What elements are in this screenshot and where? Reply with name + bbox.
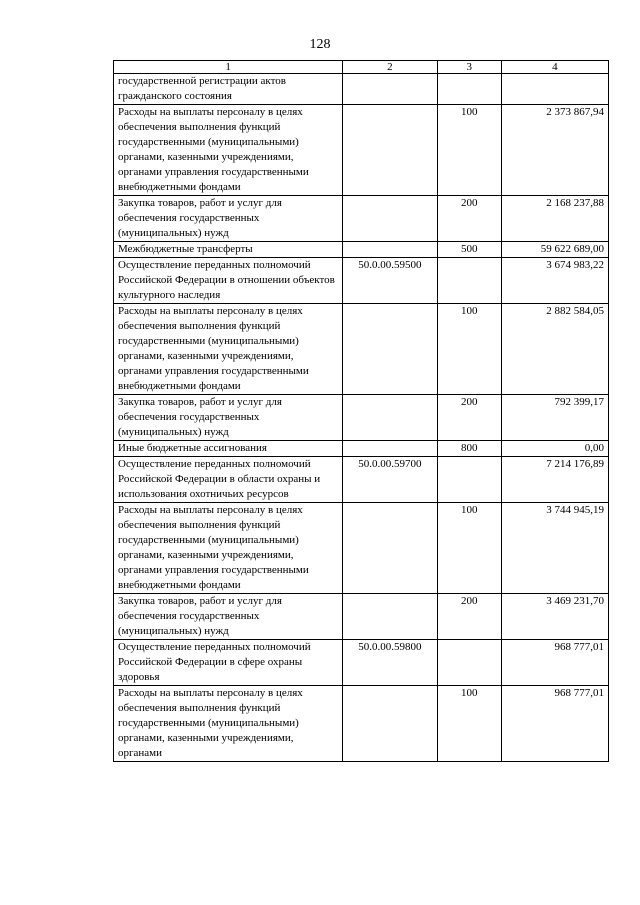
row-code-cell bbox=[343, 196, 437, 242]
row-code-cell: 50.0.00.59500 bbox=[343, 258, 437, 304]
row-amount-cell: 968 777,01 bbox=[501, 640, 608, 686]
row-expense-type-cell: 100 bbox=[437, 304, 501, 395]
row-expense-type-cell: 200 bbox=[437, 395, 501, 441]
row-expense-type-cell: 200 bbox=[437, 594, 501, 640]
column-header-4: 4 bbox=[501, 61, 608, 74]
row-name-cell: Расходы на выплаты персоналу в целях обеспечения выполнения функций государственными (муниципальными) органами, казенными учреждениями, органами управления государственными внебюджетными фондами bbox=[114, 304, 343, 395]
row-amount-cell: 3 674 983,22 bbox=[501, 258, 608, 304]
table-row bbox=[114, 503, 609, 594]
row-expense-type-cell: 100 bbox=[437, 503, 501, 594]
row-name-cell: Закупка товаров, работ и услуг для обеспечения государственных (муниципальных) нужд bbox=[114, 196, 343, 242]
table-row bbox=[114, 74, 609, 105]
row-name-cell: Расходы на выплаты персоналу в целях обеспечения выполнения функций государственными (муниципальными) органами, казенными учреждениями, органами управления государственными внебюджетными фондами bbox=[114, 105, 343, 196]
row-code-cell bbox=[343, 594, 437, 640]
row-expense-type-cell bbox=[437, 640, 501, 686]
table-row bbox=[114, 594, 609, 640]
row-amount-cell: 7 214 176,89 bbox=[501, 457, 608, 503]
table-row bbox=[114, 258, 609, 304]
row-name-cell: Осуществление переданных полномочий Российской Федерации в сфере охраны здоровья bbox=[114, 640, 343, 686]
table-row bbox=[114, 441, 609, 457]
row-amount-cell: 3 744 945,19 bbox=[501, 503, 608, 594]
row-expense-type-cell: 100 bbox=[437, 105, 501, 196]
row-amount-cell: 2 168 237,88 bbox=[501, 196, 608, 242]
table-row bbox=[114, 304, 609, 395]
row-name-cell: Расходы на выплаты персоналу в целях обеспечения выполнения функций государственными (муниципальными) органами, казенными учреждениями, органами bbox=[114, 686, 343, 762]
row-name-cell: Осуществление переданных полномочий Российской Федерации в отношении объектов культурного наследия bbox=[114, 258, 343, 304]
row-expense-type-cell: 500 bbox=[437, 242, 501, 258]
row-expense-type-cell bbox=[437, 74, 501, 105]
row-name-cell: Осуществление переданных полномочий Российской Федерации в области охраны и использования охотничьих ресурсов bbox=[114, 457, 343, 503]
row-amount-cell: 0,00 bbox=[501, 441, 608, 457]
row-amount-cell: 59 622 689,00 bbox=[501, 242, 608, 258]
budget-table bbox=[113, 60, 609, 762]
row-amount-cell: 2 882 584,05 bbox=[501, 304, 608, 395]
row-code-cell bbox=[343, 74, 437, 105]
row-code-cell bbox=[343, 686, 437, 762]
row-amount-cell: 2 373 867,94 bbox=[501, 105, 608, 196]
row-code-cell bbox=[343, 105, 437, 196]
row-code-cell: 50.0.00.59700 bbox=[343, 457, 437, 503]
row-expense-type-cell: 200 bbox=[437, 196, 501, 242]
table-body bbox=[114, 74, 609, 762]
table-header-row bbox=[114, 61, 609, 74]
row-amount-cell: 792 399,17 bbox=[501, 395, 608, 441]
row-amount-cell bbox=[501, 74, 608, 105]
table-row bbox=[114, 395, 609, 441]
row-name-cell: государственной регистрации актов гражданского состояния bbox=[114, 74, 343, 105]
row-name-cell: Межбюджетные трансферты bbox=[114, 242, 343, 258]
row-name-cell: Иные бюджетные ассигнования bbox=[114, 441, 343, 457]
row-code-cell bbox=[343, 503, 437, 594]
row-amount-cell: 3 469 231,70 bbox=[501, 594, 608, 640]
table-row bbox=[114, 105, 609, 196]
row-code-cell bbox=[343, 242, 437, 258]
row-code-cell bbox=[343, 395, 437, 441]
row-name-cell: Расходы на выплаты персоналу в целях обеспечения выполнения функций государственными (муниципальными) органами, казенными учреждениями, органами управления государственными внебюджетными фондами bbox=[114, 503, 343, 594]
table-row bbox=[114, 242, 609, 258]
table-row bbox=[114, 640, 609, 686]
row-amount-cell: 968 777,01 bbox=[501, 686, 608, 762]
row-code-cell bbox=[343, 304, 437, 395]
table-row bbox=[114, 457, 609, 503]
row-expense-type-cell: 800 bbox=[437, 441, 501, 457]
table-row bbox=[114, 686, 609, 762]
column-header-3: 3 bbox=[437, 61, 501, 74]
row-code-cell bbox=[343, 441, 437, 457]
row-code-cell: 50.0.00.59800 bbox=[343, 640, 437, 686]
row-name-cell: Закупка товаров, работ и услуг для обеспечения государственных (муниципальных) нужд bbox=[114, 594, 343, 640]
row-expense-type-cell bbox=[437, 258, 501, 304]
column-header-2: 2 bbox=[343, 61, 437, 74]
row-expense-type-cell bbox=[437, 457, 501, 503]
row-name-cell: Закупка товаров, работ и услуг для обеспечения государственных (муниципальных) нужд bbox=[114, 395, 343, 441]
column-header-1: 1 bbox=[114, 61, 343, 74]
row-expense-type-cell: 100 bbox=[437, 686, 501, 762]
table-row bbox=[114, 196, 609, 242]
page-number: 128 bbox=[309, 37, 331, 52]
